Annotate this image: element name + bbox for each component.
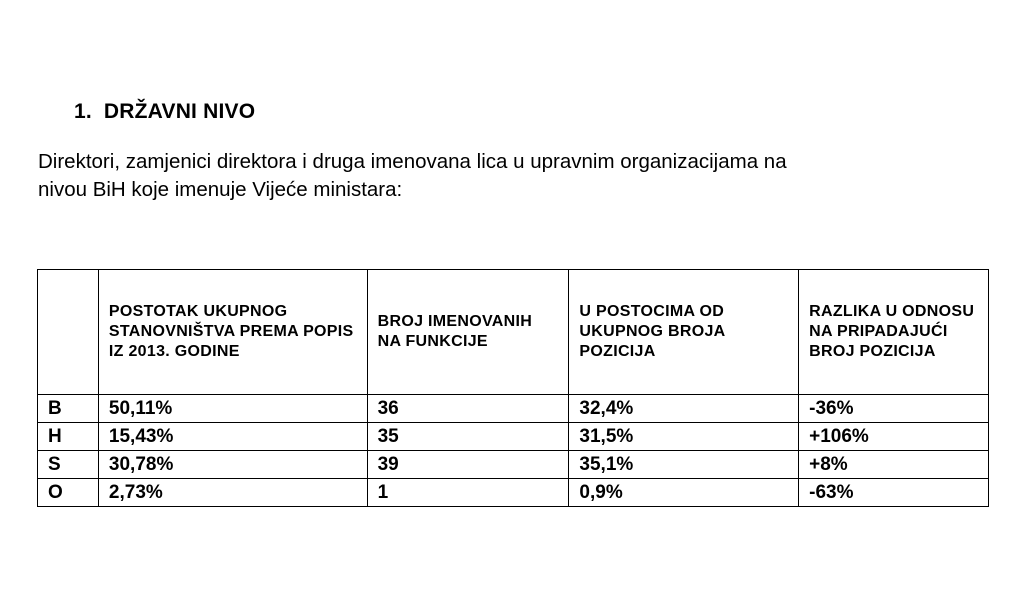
section-number: 1. — [74, 100, 92, 123]
cell-position-percent: 0,9% — [569, 479, 799, 507]
header-group — [38, 270, 99, 395]
table-header-row — [38, 270, 989, 395]
cell-population-percent: 30,78% — [98, 451, 367, 479]
cell-appointed-count: 39 — [367, 451, 569, 479]
table-row — [38, 423, 989, 451]
cell-appointed-count: 35 — [367, 423, 569, 451]
cell-group: S — [38, 451, 99, 479]
intro-line-2: nivou BiH koje imenuje Vijeće ministara: — [38, 178, 403, 201]
cell-difference: +8% — [799, 451, 989, 479]
cell-population-percent: 15,43% — [98, 423, 367, 451]
cell-population-percent: 2,73% — [98, 479, 367, 507]
cell-appointed-count: 36 — [367, 395, 569, 423]
header-population-percent: POSTOTAK UKUPNOG STANOVNIŠTVA PREMA POPIS IZ 2013. GODINE — [98, 270, 367, 395]
intro-line-1: Direktori, zamjenici direktora i druga imenovana lica u upravnim organizacijama na — [38, 150, 787, 173]
cell-appointed-count: 1 — [367, 479, 569, 507]
header-appointed-count: BROJ IMENOVANIH NA FUNKCIJE — [367, 270, 569, 395]
cell-group: O — [38, 479, 99, 507]
cell-group: H — [38, 423, 99, 451]
table-row — [38, 395, 989, 423]
header-difference: RAZLIKA U ODNOSU NA PRIPADAJUĆI BROJ POZICIJA — [799, 270, 989, 395]
table-row — [38, 479, 989, 507]
cell-group: B — [38, 395, 99, 423]
cell-position-percent: 31,5% — [569, 423, 799, 451]
cell-position-percent: 35,1% — [569, 451, 799, 479]
statistics-table — [37, 269, 989, 507]
header-position-percent: U POSTOCIMA OD UKUPNOG BROJA POZICIJA — [569, 270, 799, 395]
cell-position-percent: 32,4% — [569, 395, 799, 423]
cell-difference: -63% — [799, 479, 989, 507]
intro-paragraph — [38, 148, 988, 204]
cell-difference: -36% — [799, 395, 989, 423]
section-heading — [74, 100, 255, 124]
section-title: DRŽAVNI NIVO — [103, 100, 256, 123]
table-row — [38, 451, 989, 479]
cell-population-percent: 50,11% — [98, 395, 367, 423]
cell-difference: +106% — [799, 423, 989, 451]
